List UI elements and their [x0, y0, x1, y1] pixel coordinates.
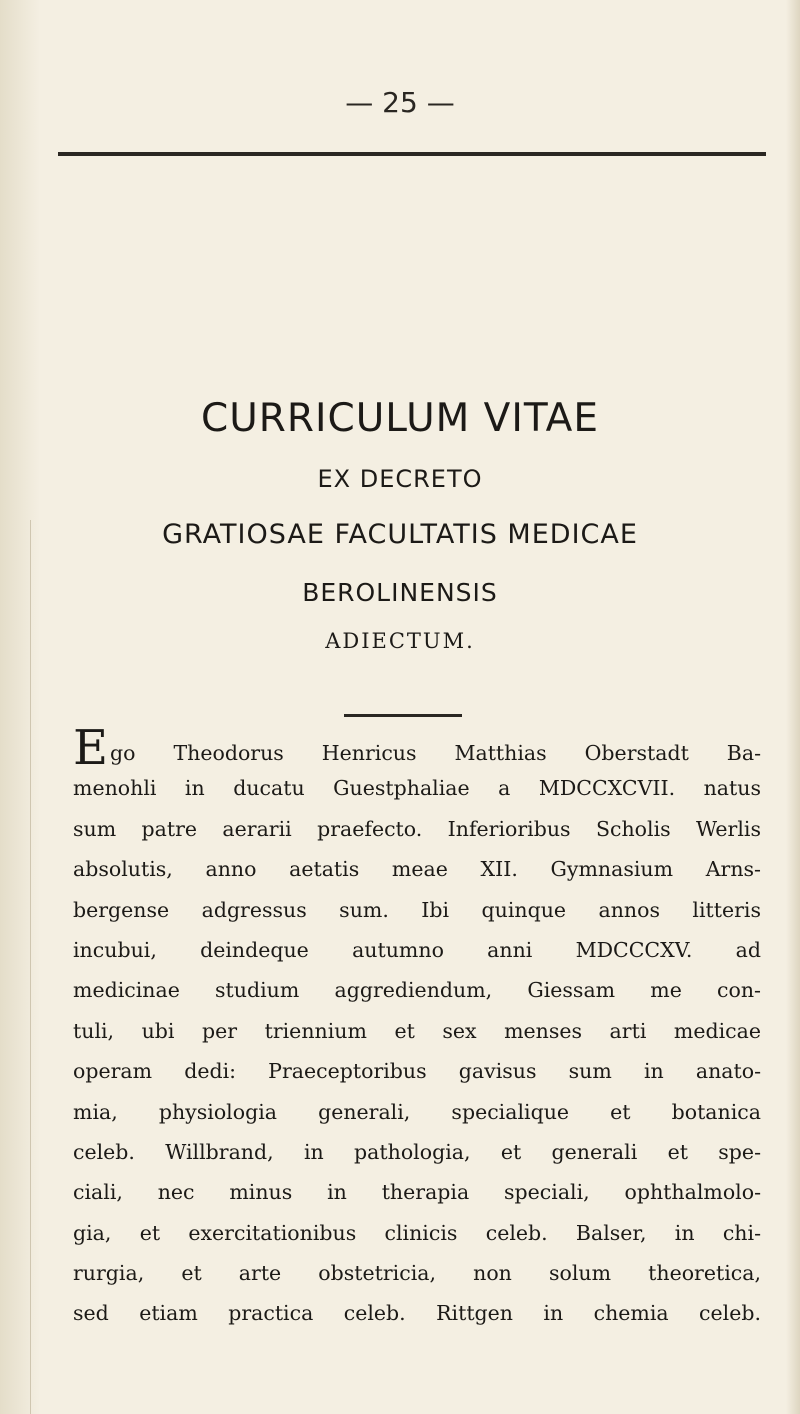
text-line: incubui, deindeque autumno anni MDCCCXV. ad — [73, 937, 761, 962]
text-line: absolutis, anno aetatis meae XII. Gymnasium Arns- — [73, 857, 761, 882]
text-line: tuli, ubi per triennium et sex menses arti medicae — [73, 1018, 761, 1043]
text-line: mia, physiologia generali, specialique et botanica — [73, 1099, 761, 1124]
text-line: Ego Theodorus Henricus Matthias Oberstadt Ba- — [73, 720, 761, 776]
header-rule — [58, 152, 766, 156]
text-line: gia, et exercitationibus clinicis celeb. Balser, in chi- — [73, 1220, 761, 1245]
text-line: ciali, nec minus in therapia speciali, ophthalmolo- — [73, 1180, 761, 1205]
subtitle-adiectum: ADIECTUM. — [325, 629, 475, 653]
section-divider — [344, 714, 462, 717]
page-edge-line — [30, 520, 31, 1414]
page-number: — 25 — — [345, 86, 455, 119]
text-line: bergense adgressus sum. Ibi quinque annos litteris — [73, 897, 761, 922]
text-line: menohli in ducatu Guestphaliae a MDCCXCVII. natus — [73, 776, 761, 801]
text-line: celeb. Willbrand, in pathologia, et generali et spe- — [73, 1139, 761, 1164]
page-shadow-right — [786, 0, 800, 1414]
drop-cap: E — [73, 720, 109, 776]
subtitle-faculty: GRATIOSAE FACULTATIS MEDICAE — [162, 519, 638, 550]
body-paragraph — [73, 720, 761, 1334]
text-line: sum patre aerarii praefecto. Inferioribus Scholis Werlis — [73, 816, 761, 841]
subtitle-university: BEROLINENSIS — [302, 578, 498, 607]
text-line: sed etiam practica celeb. Rittgen in chemia celeb. — [73, 1301, 761, 1326]
title-block — [0, 395, 800, 653]
text-line: operam dedi: Praeceptoribus gavisus sum in anato- — [73, 1059, 761, 1084]
text-line: rurgia, et arte obstetricia, non solum theoretica, — [73, 1261, 761, 1286]
text-line: medicinae studium aggrediendum, Giessam me con- — [73, 978, 761, 1003]
subtitle-ex-decreto: EX DECRETO — [317, 465, 483, 493]
page-shadow-left — [0, 0, 40, 1414]
document-title: CURRICULUM VITAE — [201, 396, 599, 441]
